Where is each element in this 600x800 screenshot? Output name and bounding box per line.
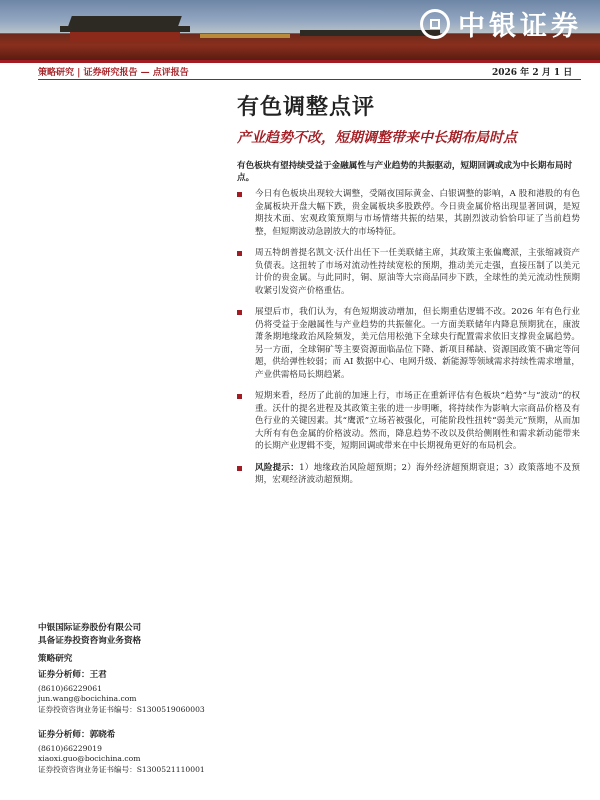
palace-wall bbox=[70, 32, 180, 42]
report-meta-row bbox=[0, 63, 600, 77]
bullet-text: 短期来看，经历了此前的加速上行，市场正在重新评估有色板块“趋势”与“波动”的权重。沃什的提名进程及其政策主张的进一步明晰，将持续作为影响大宗商品价格及有色行业的关键因素。其“鹰派”立场若被强化，可能阶段性扭转“弱美元”预期，从而加大所有有色金属的价格波动。然而，降息趋势不改以及供给侧刚性和需求新动能带来的长期产业逻辑不变，短期回调或带来在中长期视角更好的布局机会。 bbox=[255, 391, 580, 451]
list-item bbox=[237, 188, 580, 238]
bullet-square-icon bbox=[237, 310, 242, 315]
analyst-card bbox=[38, 730, 238, 775]
bullet-square-icon bbox=[237, 251, 242, 256]
bank-of-china-logo-icon bbox=[420, 9, 450, 39]
analyst-cert: 证券投资咨询业务证书编号：S1300521110001 bbox=[38, 764, 205, 774]
analyst-cert: 证券投资咨询业务证书编号：S1300519060003 bbox=[38, 704, 205, 714]
bullet-square-icon bbox=[237, 192, 242, 197]
risk-warning bbox=[237, 462, 580, 487]
analyst-name: 证券分析师：郭晓希 bbox=[38, 730, 116, 740]
bullet-square-icon bbox=[237, 394, 242, 399]
analyst-phone: (8610)66229019 bbox=[38, 743, 102, 753]
analyst-card bbox=[38, 670, 238, 715]
risk-text: 1）地缘政治风险超预期；2）海外经济超预期衰退；3）政策落地不及预期，宏观经济波动超预期。 bbox=[255, 462, 580, 485]
report-type: 策略研究 | 证券研究报告 — 点评报告 bbox=[38, 68, 189, 78]
list-item bbox=[237, 247, 580, 297]
company-name: 中银国际证券股份有限公司 bbox=[38, 623, 142, 633]
company-logo bbox=[420, 4, 582, 43]
department: 策略研究 bbox=[38, 654, 73, 664]
list-item bbox=[237, 390, 580, 453]
report-subtitle: 产业趋势不改，短期调整带来中长期布局时点 bbox=[237, 130, 517, 146]
analyst-email[interactable]: xiaoxi.guo@bocichina.com bbox=[38, 754, 141, 764]
header-banner bbox=[0, 0, 600, 60]
palace-ornament bbox=[200, 34, 290, 38]
company-info bbox=[38, 622, 227, 647]
bullet-text: 展望后市，我们认为，有色短期波动增加，但长期重估逻辑不改。2026 年有色行业仍将受益于金融属性与产业趋势的共振催化。一方面美联储年内降息预期犹在，康波萧条期地缘政治风险频发，美元信用松弛下全球央行配置需求依旧支撑贵金属趋势。另一方面，全球铜矿等主要资源面临品位下降、新项目稀缺、资源国政策不确定等问题，供给弹性较弱；而 AI 数据中心、电网升级、新能源等领域需求持续性需求增量，产业供需格局长期趋紧。 bbox=[255, 307, 580, 380]
risk-label: 风险提示： bbox=[255, 462, 300, 473]
palace-roof-image bbox=[68, 16, 182, 26]
list-item bbox=[237, 306, 580, 381]
analyst-email[interactable]: jun.wang@bocichina.com bbox=[38, 694, 137, 704]
key-points-list bbox=[237, 188, 580, 496]
report-date: 2026 年 2 月 1 日 bbox=[492, 68, 573, 78]
palace-roof-far bbox=[300, 30, 440, 36]
analyst-name: 证券分析师：王君 bbox=[38, 670, 107, 680]
company-qualification: 具备证券投资咨询业务资格 bbox=[38, 635, 142, 646]
bullet-square-icon bbox=[237, 466, 242, 471]
report-lead: 有色板块有望持续受益于金融属性与产业趋势的共振驱动，短期回调或成为中长期布局时点。 bbox=[237, 161, 573, 183]
report-title: 有色调整点评 bbox=[237, 95, 376, 120]
analyst-phone: (8610)66229061 bbox=[38, 683, 102, 693]
bullet-text: 周五特朗普提名凯文·沃什出任下一任美联储主席，其政策主张偏鹰派，主张缩减资产负债表。这扭转了市场对流动性持续宽松的预期，推动美元走强，直接压制了以美元计价的贵金属。与此同时，铜、原油等大宗商品同步下跌，全球性的美元流动性预期收紧引发资产价格重估。 bbox=[255, 248, 580, 296]
logo-text: 中银证券 bbox=[458, 11, 582, 42]
bullet-text: 今日有色板块出现较大调整，受隔夜国际黄金、白银调整的影响，A 股和港股的有色金属板块开盘大幅下跌，贵金属板块多股跌停。今日贵金属价格出现显著回调，是短期技术面、宏观政策预期与市场情绪共振的结果，其剧烈波动恰恰印证了当前趋势整，但短期波动急剧放大的市场特征。 bbox=[255, 189, 580, 237]
